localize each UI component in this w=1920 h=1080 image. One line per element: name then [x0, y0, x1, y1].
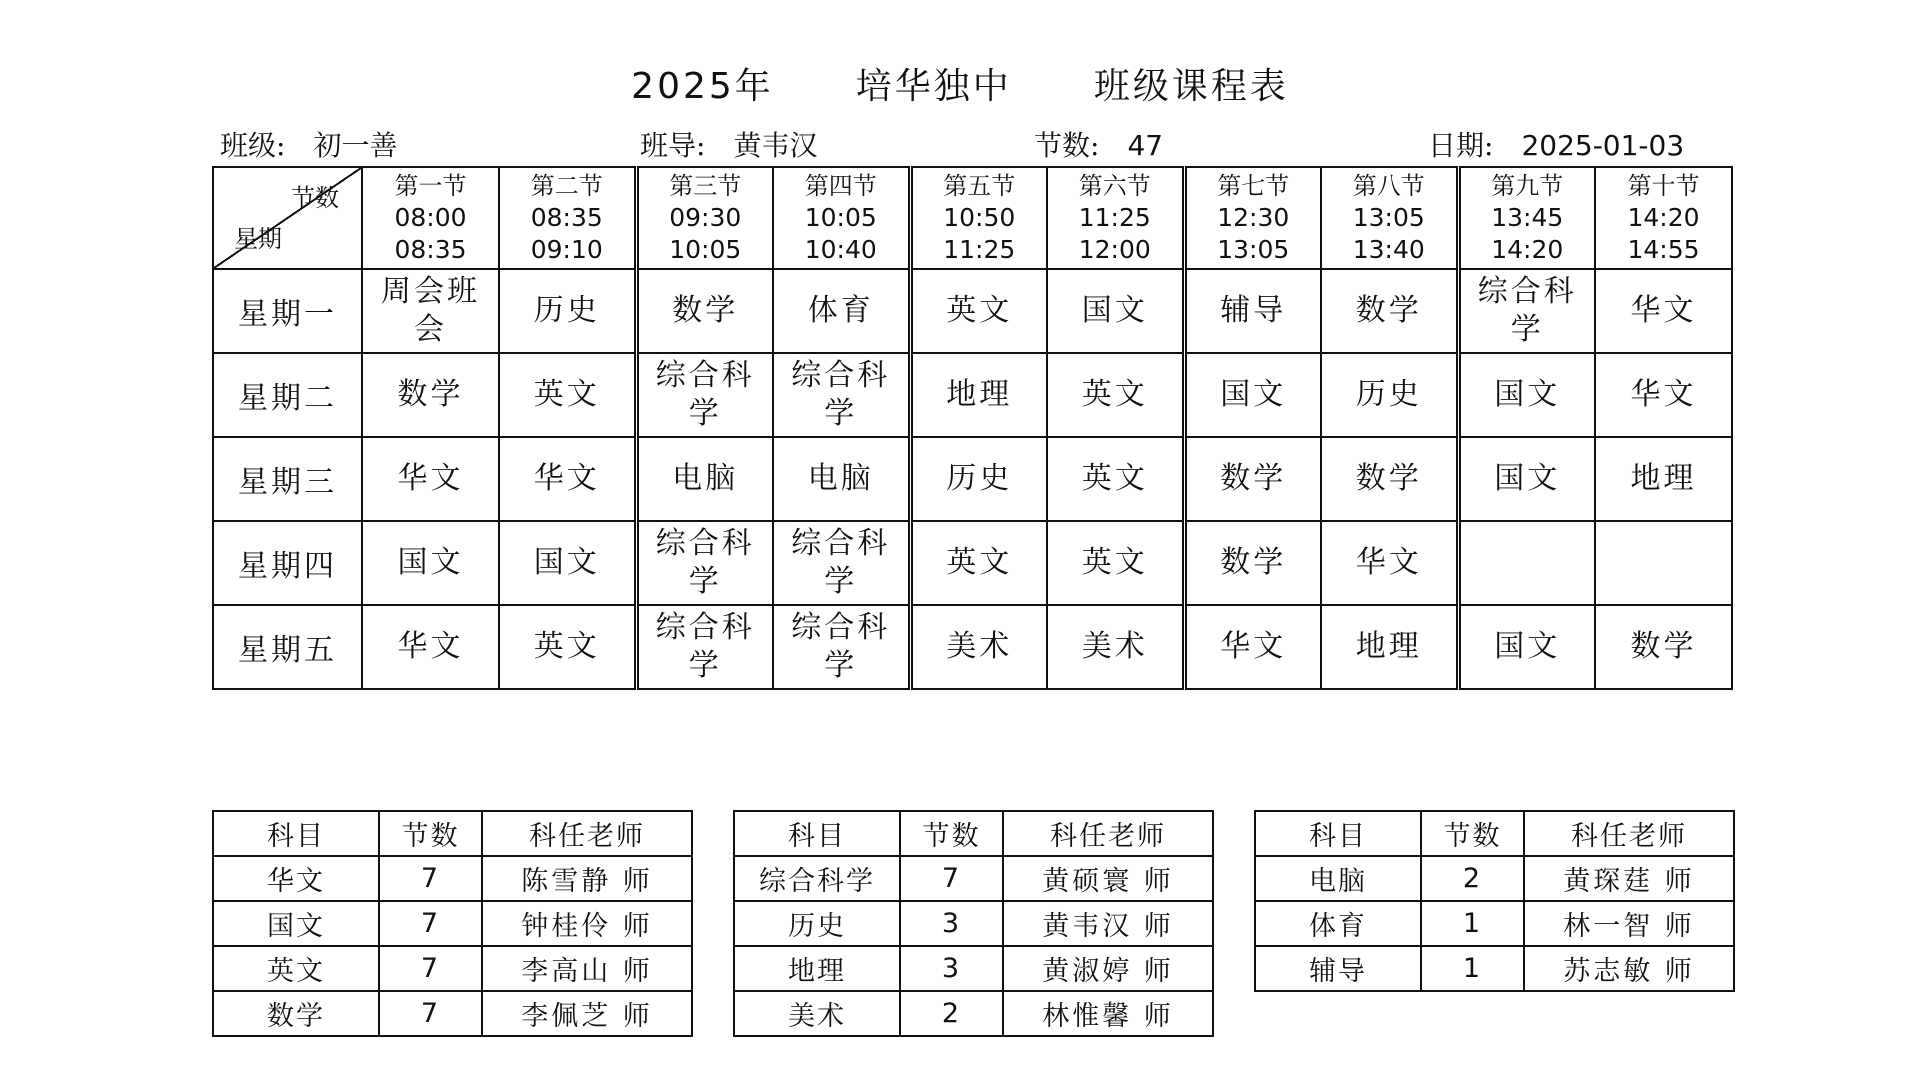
subject-name: 电脑: [807, 461, 874, 496]
schedule-cell: [1595, 269, 1732, 353]
schedule-day-row: [213, 353, 1732, 437]
title-school: 培华独中: [855, 66, 1012, 107]
summary-teacher: 陈雪静 师: [482, 856, 692, 901]
period-end-time: 11:25: [943, 235, 1016, 264]
period-start-time: 13:45: [1491, 203, 1564, 232]
summary-subject: 华文: [213, 856, 379, 901]
summary-row: [734, 856, 1213, 901]
subject-name: 数学: [1220, 545, 1287, 580]
subject-name: 地理: [1355, 629, 1422, 664]
subject-name: 历史: [533, 293, 600, 328]
summary-table-1: [212, 810, 693, 1037]
schedule-cell: [1321, 353, 1458, 437]
schedule-table: [212, 166, 1733, 690]
day-label: 星期三: [213, 437, 362, 521]
schedule-cell: [636, 437, 773, 521]
summary-teacher: 李佩芝 师: [482, 991, 692, 1036]
schedule-cell: [1047, 605, 1184, 689]
subject-name: 国文: [1081, 293, 1148, 328]
summary-count: 1: [1421, 946, 1524, 991]
schedule-cell: [910, 521, 1047, 605]
summary-subject: 英文: [213, 946, 379, 991]
summary-header-row: [1255, 811, 1734, 856]
day-label: 星期一: [213, 269, 362, 353]
summary-teacher: 李高山 师: [482, 946, 692, 991]
subject-name: 数学: [397, 377, 464, 412]
period-header-content: [1187, 170, 1321, 266]
subject-name: 综合科学: [655, 358, 755, 431]
schedule-cell: [1321, 605, 1458, 689]
schedule-cell: [1047, 269, 1184, 353]
period-header: [1047, 167, 1184, 269]
subject-name: 英文: [1081, 461, 1148, 496]
schedule-cell: [1184, 437, 1321, 521]
title-year: 2025年: [631, 66, 774, 107]
summary-row: [213, 856, 692, 901]
schedule-cell: [1184, 605, 1321, 689]
date-value: 2025-01-03: [1521, 129, 1685, 162]
schedule-cell: [499, 269, 636, 353]
period-header-content: [913, 170, 1047, 266]
period-name: 第五节: [943, 172, 1016, 200]
period-header: [362, 167, 499, 269]
schedule-cell: [636, 269, 773, 353]
period-header: [1321, 167, 1458, 269]
summary-subject: 综合科学: [734, 856, 900, 901]
period-end-time: 10:05: [669, 235, 742, 264]
date-label: 日期:: [1428, 129, 1494, 162]
period-end-time: 08:35: [394, 235, 467, 264]
day-label: 星期四: [213, 521, 362, 605]
schedule-cell: [773, 605, 910, 689]
schedule-cell: [910, 353, 1047, 437]
period-end-time: 13:05: [1217, 235, 1290, 264]
summary-teacher: 林一智 师: [1524, 901, 1734, 946]
schedule-cell: [1595, 605, 1732, 689]
period-start-time: 08:35: [530, 203, 603, 232]
subject-name: 国文: [1494, 629, 1561, 664]
page-title: [0, 58, 1920, 109]
summary-subject-header: 科目: [734, 811, 900, 856]
schedule-cell: [636, 521, 773, 605]
subject-name: 数学: [1355, 461, 1422, 496]
period-end-time: 10:40: [804, 235, 877, 264]
corner-cell: [213, 167, 362, 269]
summary-teacher-header: 科任老师: [482, 811, 692, 856]
period-end-time: 12:00: [1078, 235, 1151, 264]
summary-subject: 辅导: [1255, 946, 1421, 991]
class-value: 初一善: [313, 129, 398, 162]
period-header: [499, 167, 636, 269]
subject-name: 历史: [946, 461, 1013, 496]
subject-name: 华文: [1355, 545, 1422, 580]
subject-name: 电脑: [672, 461, 739, 496]
period-name: 第二节: [530, 172, 603, 200]
summary-row: [213, 946, 692, 991]
schedule-cell: [499, 437, 636, 521]
summary-row: [213, 991, 692, 1036]
schedule-day-row: [213, 521, 1732, 605]
summary-table-2: [733, 810, 1214, 1037]
subject-name: 综合科学: [655, 526, 755, 599]
summary-row: [734, 901, 1213, 946]
period-header-content: [774, 170, 908, 266]
period-start-time: 10:05: [804, 203, 877, 232]
title-doc: 班级课程表: [1093, 66, 1289, 107]
schedule-cell: [1321, 269, 1458, 353]
summary-subject: 地理: [734, 946, 900, 991]
summary-teacher-header: 科任老师: [1003, 811, 1213, 856]
schedule-cell: [1595, 437, 1732, 521]
schedule-cell: [362, 353, 499, 437]
schedule-cell: [1458, 437, 1595, 521]
subject-name: 华文: [1630, 293, 1697, 328]
summary-subject: 体育: [1255, 901, 1421, 946]
period-start-time: 09:30: [669, 203, 742, 232]
summary-table-3: [1254, 810, 1735, 992]
subject-name: 综合科学: [791, 526, 891, 599]
schedule-cell: [1184, 353, 1321, 437]
summary-teacher: 黄淑婷 师: [1003, 946, 1213, 991]
subject-name: 国文: [533, 545, 600, 580]
summary-count: 2: [1421, 856, 1524, 901]
subject-name: 数学: [1355, 293, 1422, 328]
schedule-cell: [1321, 437, 1458, 521]
summary-subject: 国文: [213, 901, 379, 946]
summary-teacher-header: 科任老师: [1524, 811, 1734, 856]
schedule-cell: [910, 605, 1047, 689]
schedule-cell: [636, 605, 773, 689]
subject-name: 华文: [397, 461, 464, 496]
subject-name: 华文: [397, 629, 464, 664]
subject-name: 辅导: [1220, 293, 1287, 328]
schedule-cell: [773, 353, 910, 437]
subject-name: 华文: [1630, 377, 1697, 412]
corner-periods-label: 节数: [291, 184, 339, 212]
summary-row: [1255, 901, 1734, 946]
schedule-cell: [362, 605, 499, 689]
summary-row: [734, 991, 1213, 1036]
summary-row: [213, 901, 692, 946]
subject-name: 数学: [1220, 461, 1287, 496]
corner-days-label: 星期: [234, 225, 282, 253]
summary-subject: 历史: [734, 901, 900, 946]
period-header-content: [1048, 170, 1182, 266]
subject-name: 英文: [1081, 377, 1148, 412]
subject-name: 综合科学: [791, 358, 891, 431]
schedule-cell: [1047, 521, 1184, 605]
corner-diagonal: [214, 168, 361, 268]
mentor-value: 黄韦汉: [733, 129, 818, 162]
summary-teacher: 黄琛莛 师: [1524, 856, 1734, 901]
period-header-content: [363, 170, 498, 266]
schedule-cell: [499, 521, 636, 605]
period-name: 第三节: [669, 172, 742, 200]
summary-teacher: 黄硕寰 师: [1003, 856, 1213, 901]
schedule-cell: [636, 353, 773, 437]
subject-name: 国文: [397, 545, 464, 580]
summary-teacher: 黄韦汉 师: [1003, 901, 1213, 946]
subject-name: 地理: [1630, 461, 1697, 496]
schedule-cell: [1458, 269, 1595, 353]
period-start-time: 10:50: [943, 203, 1016, 232]
summary-subject-header: 科目: [213, 811, 379, 856]
day-label: 星期五: [213, 605, 362, 689]
period-header-content: [1461, 170, 1595, 266]
subject-name: 国文: [1494, 377, 1561, 412]
period-end-time: 13:40: [1352, 235, 1425, 264]
schedule-cell: [1047, 353, 1184, 437]
summary-count-header: 节数: [900, 811, 1003, 856]
period-name: 第八节: [1352, 172, 1425, 200]
period-header: [773, 167, 910, 269]
period-start-time: 13:05: [1352, 203, 1425, 232]
info-class: [220, 124, 397, 164]
class-label: 班级:: [220, 129, 286, 162]
summary-count: 7: [900, 856, 1003, 901]
subject-name: 英文: [533, 629, 600, 664]
schedule-cell: [773, 521, 910, 605]
info-mentor: [640, 124, 817, 164]
subject-name: 综合科学: [1477, 274, 1577, 347]
summary-count-header: 节数: [379, 811, 482, 856]
schedule-cell: [362, 269, 499, 353]
period-name: 第一节: [394, 172, 467, 200]
summary-row: [1255, 856, 1734, 901]
period-header: [1595, 167, 1732, 269]
period-name: 第六节: [1078, 172, 1151, 200]
period-end-time: 14:55: [1627, 235, 1700, 264]
schedule-cell: [1047, 437, 1184, 521]
summary-count: 2: [900, 991, 1003, 1036]
period-start-time: 14:20: [1627, 203, 1700, 232]
summary-count: 7: [379, 946, 482, 991]
subject-name: 综合科学: [655, 610, 755, 683]
schedule-cell: [1595, 521, 1732, 605]
period-header-content: [639, 170, 773, 266]
period-start-time: 12:30: [1217, 203, 1290, 232]
subject-name: 数学: [672, 293, 739, 328]
schedule-day-row: [213, 437, 1732, 521]
period-header-content: [1596, 170, 1731, 266]
subject-name: 地理: [946, 377, 1013, 412]
info-periods: [1034, 124, 1163, 164]
schedule-cell: [1458, 605, 1595, 689]
schedule-cell: [499, 353, 636, 437]
day-label: 星期二: [213, 353, 362, 437]
period-header: [1184, 167, 1321, 269]
subject-name: 体育: [807, 293, 874, 328]
schedule-cell: [362, 521, 499, 605]
subject-name: 历史: [1355, 377, 1422, 412]
schedule-cell: [1321, 521, 1458, 605]
subject-name: 国文: [1220, 377, 1287, 412]
period-end-time: 09:10: [530, 235, 603, 264]
summary-teacher: 林惟馨 师: [1003, 991, 1213, 1036]
subject-name: 数学: [1630, 629, 1697, 664]
period-start-time: 08:00: [394, 203, 467, 232]
summary-row: [1255, 946, 1734, 991]
mentor-label: 班导:: [640, 129, 706, 162]
schedule-cell: [499, 605, 636, 689]
subject-name: 周会班会: [381, 274, 480, 347]
summary-subject: 数学: [213, 991, 379, 1036]
summary-count: 3: [900, 946, 1003, 991]
period-header: [636, 167, 773, 269]
schedule-cell: [1458, 353, 1595, 437]
summary-count: 7: [379, 901, 482, 946]
schedule-cell: [1184, 269, 1321, 353]
subject-name: 国文: [1494, 461, 1561, 496]
summary-row: [734, 946, 1213, 991]
subject-name: 英文: [1081, 545, 1148, 580]
summary-count: 7: [379, 991, 482, 1036]
summary-count-header: 节数: [1421, 811, 1524, 856]
period-name: 第七节: [1217, 172, 1290, 200]
summary-count: 3: [900, 901, 1003, 946]
info-date: [1428, 124, 1684, 164]
schedule-header-row: [213, 167, 1732, 269]
summary-teacher: 钟桂伶 师: [482, 901, 692, 946]
summary-teacher: 苏志敏 师: [1524, 946, 1734, 991]
period-end-time: 14:20: [1491, 235, 1564, 264]
schedule-cell: [773, 437, 910, 521]
summary-subject: 电脑: [1255, 856, 1421, 901]
period-header-content: [1322, 170, 1456, 266]
periods-value: 47: [1127, 129, 1164, 162]
summary-subject-header: 科目: [1255, 811, 1421, 856]
periods-label: 节数:: [1034, 129, 1100, 162]
summary-header-row: [213, 811, 692, 856]
schedule-cell: [1458, 521, 1595, 605]
subject-name: 美术: [1081, 629, 1148, 664]
period-header: [1458, 167, 1595, 269]
period-name: 第九节: [1491, 172, 1564, 200]
schedule-day-row: [213, 605, 1732, 689]
summary-count: 1: [1421, 901, 1524, 946]
schedule-cell: [362, 437, 499, 521]
subject-name: 英文: [533, 377, 600, 412]
schedule-cell: [1184, 521, 1321, 605]
period-header-content: [500, 170, 634, 266]
schedule-cell: [773, 269, 910, 353]
period-start-time: 11:25: [1078, 203, 1151, 232]
schedule-cell: [1595, 353, 1732, 437]
subject-name: 综合科学: [791, 610, 891, 683]
summary-header-row: [734, 811, 1213, 856]
subject-name: 美术: [946, 629, 1013, 664]
summary-subject: 美术: [734, 991, 900, 1036]
subject-name: 英文: [946, 293, 1013, 328]
period-header: [910, 167, 1047, 269]
period-name: 第四节: [804, 172, 877, 200]
subject-name: 英文: [946, 545, 1013, 580]
subject-name: 华文: [1220, 629, 1287, 664]
schedule-day-row: [213, 269, 1732, 353]
schedule-cell: [910, 437, 1047, 521]
period-name: 第十节: [1627, 172, 1700, 200]
schedule-cell: [910, 269, 1047, 353]
summary-count: 7: [379, 856, 482, 901]
subject-name: 华文: [533, 461, 600, 496]
